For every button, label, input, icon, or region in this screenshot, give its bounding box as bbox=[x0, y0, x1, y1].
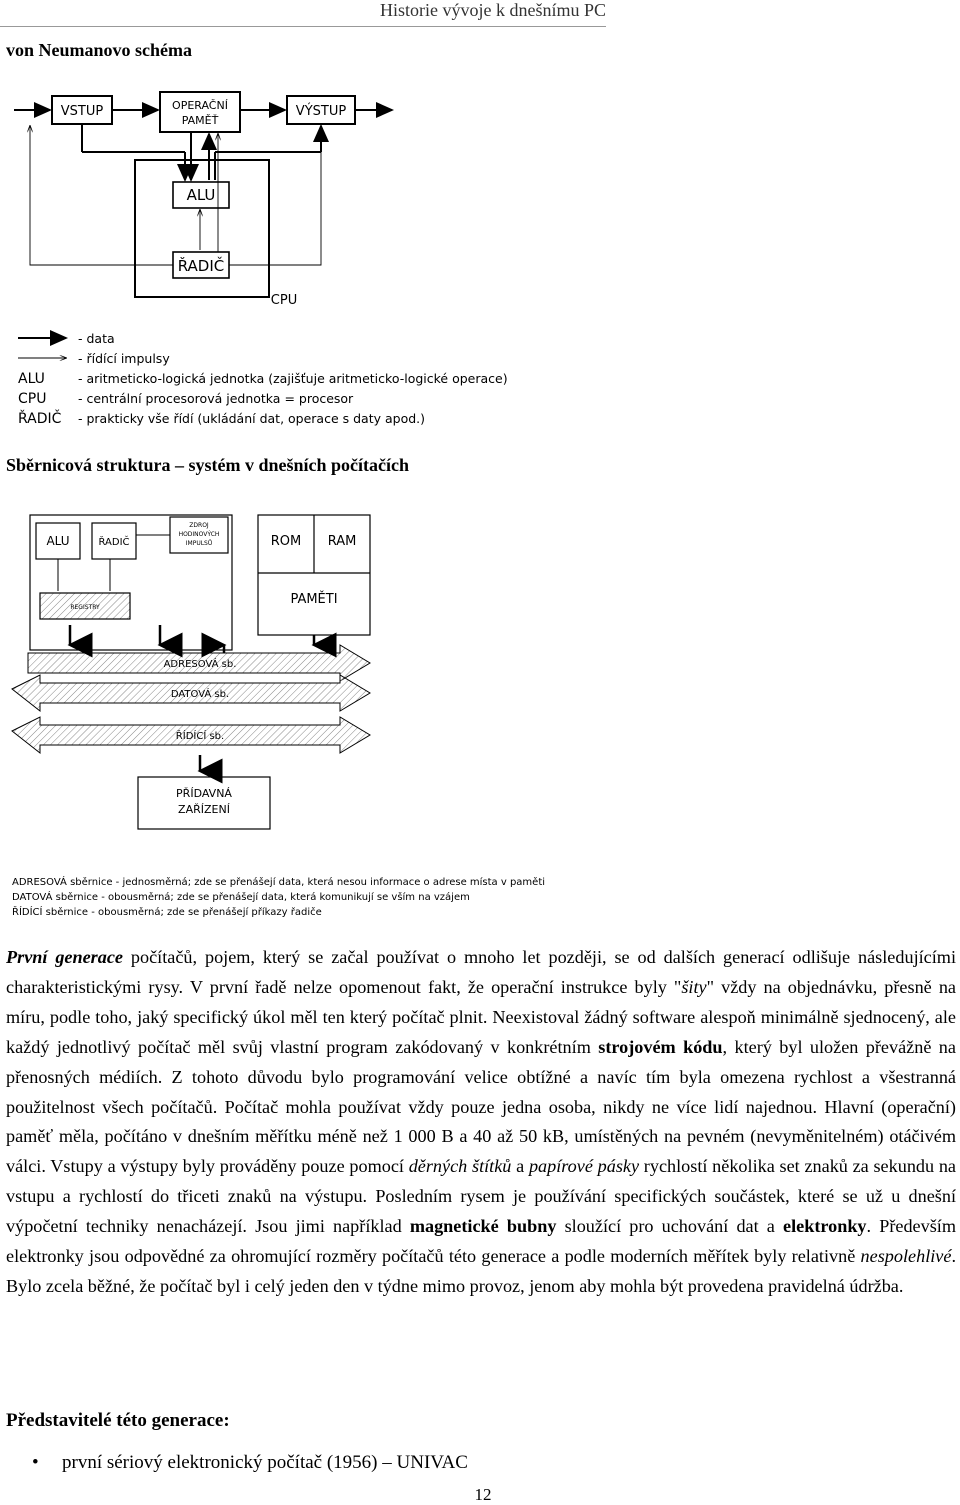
cpu-label: CPU bbox=[270, 293, 298, 308]
term-first-generation: První generace bbox=[6, 947, 124, 967]
input-label: VSTUP bbox=[60, 104, 104, 119]
section-title-von-neumann: von Neumanovo schéma bbox=[6, 40, 193, 60]
clock-label-3: IMPULSŮ bbox=[185, 540, 213, 547]
text-run: sloužící pro uchování dat a bbox=[556, 1216, 783, 1237]
data-bus-label: DATOVÁ sb. bbox=[170, 689, 230, 700]
ram-label: RAM bbox=[327, 534, 357, 549]
term-vacuum-tubes: elektronky bbox=[783, 1216, 867, 1237]
clock-label-2: HODINOVÝCH bbox=[178, 531, 220, 538]
peripheral-label-1: PŘÍDAVNÁ bbox=[176, 787, 232, 800]
page-number: 12 bbox=[474, 1485, 492, 1504]
term-machine-code: strojovém kódu bbox=[598, 1036, 723, 1057]
von-neumann-diagram bbox=[0, 80, 600, 440]
legend-term-alu: ALU bbox=[18, 371, 45, 387]
alu-label: ALU bbox=[186, 186, 216, 204]
bus-legend-control: ŘÍDÍCÍ sběrnice - obousměrná; zde se přenášejí příkazy řadiče bbox=[12, 907, 322, 918]
control-bus-label: ŘÍDÍCÍ sb. bbox=[175, 731, 225, 742]
term-unreliable: nespolehlivé bbox=[860, 1246, 952, 1267]
legend-text-alu: - aritmeticko-logická jednotka (zajišťuje aritmeticko-logické operace) bbox=[78, 371, 508, 386]
legend-term-control: ŘADIČ bbox=[18, 411, 62, 427]
term-sity: šity bbox=[681, 976, 707, 997]
rom-label: ROM bbox=[270, 534, 302, 549]
section-title-bus-structure: Sběrnicová struktura – systém v dnešních počítačích bbox=[6, 455, 410, 475]
bus-legend-address: ADRESOVÁ sběrnice - jednosměrná; zde se přenášejí data, která nesou informace o adrese místa v paměti bbox=[12, 877, 546, 888]
output-label: VÝSTUP bbox=[295, 104, 347, 119]
legend-text-cpu: - centrální procesorová jednotka = procesor bbox=[78, 391, 354, 406]
bullet-icon: • bbox=[32, 1452, 39, 1473]
body-paragraph bbox=[6, 943, 956, 1302]
control-label-2: ŘADIČ bbox=[98, 537, 130, 548]
legend-text-control: - řídící impulsy bbox=[78, 351, 170, 366]
clock-label-1: ZDROJ bbox=[189, 522, 209, 529]
alu-label-2: ALU bbox=[46, 534, 70, 548]
text-run: . Bylo zcela běžné, že počítač byl i celý jeden den v týdne mimo provoz, jenom aby mohla být provedena pravidelná údržba. bbox=[6, 1246, 956, 1296]
term-punched-cards: děrných štítků bbox=[408, 1156, 512, 1177]
legend-text-control-unit: - prakticky vše řídí (ukládání dat, operace s daty apod.) bbox=[78, 411, 425, 426]
registry-label: REGISTRY bbox=[70, 604, 100, 611]
legend-term-cpu: CPU bbox=[18, 391, 47, 407]
peripheral-label-2: ZAŘÍZENÍ bbox=[178, 803, 230, 816]
list-item-text: první sériový elektronický počítač (1956) – UNIVAC bbox=[62, 1452, 468, 1473]
memory-label-1: OPERAČNÍ bbox=[172, 99, 228, 112]
memory-label-2: PAMĚTI bbox=[290, 592, 338, 607]
term-magnetic-drums: magnetické bubny bbox=[409, 1216, 557, 1237]
text-run: , který byl uložen převážně na přenosných médiích. Z tohoto důvodu bylo programování velice obtížné a navíc tím byla omezena rychlost a všestranná použitelnost všech počítačů. Počítač mohla používat vždy pouze jedna osoba, nikdy ne více lidí najednou. Hlavní (operační) paměť měla, počítáno v dnešním měřítku méně než 1 000 B a 40 až 50 kB, umístěných na pevném (nevyměnitelném) otáčivém válci. Vstupy a výstupy byly prováděny pouze pomocí bbox=[6, 1036, 956, 1177]
running-header: Historie vývoje k dnešnímu PC bbox=[380, 0, 606, 20]
bus-legend-data: DATOVÁ sběrnice - obousměrná; zde se přenášejí data, která komunikují se vším na vzájem bbox=[12, 892, 470, 903]
legend-text-data: - data bbox=[78, 331, 115, 346]
text-run: počítačů, pojem, který se začal používat o mnoho let později, se od dalších generací odlišuje následujícími charakteristickými rysy. V první řadě nelze opomenout fakt, že operační instrukce byly " bbox=[6, 947, 956, 997]
representatives-title: Představitelé této generace: bbox=[6, 1410, 230, 1431]
control-label: ŘADIČ bbox=[177, 257, 225, 275]
cpu-box bbox=[135, 160, 269, 297]
term-paper-tape: papírové pásky bbox=[528, 1156, 640, 1177]
header-rule bbox=[0, 26, 606, 27]
text-run: rychlostí několika set znaků za sekundu na vstupu a rychlostí do třiceti znaků na výstupu. Posledním rysem je používání specifických součástek, které se už u dnešní výpočetní techniky nenacházejí. Jsou jimi například bbox=[6, 1156, 956, 1237]
bus-structure-diagram bbox=[0, 505, 600, 925]
text-run: " vždy na objednávku, přesně na míru, podle toho, jaký specifický úkol měl ten který počítač plnit. Neexistoval žádný software alespoň minimálně sjednocený, ale každý jednotlivý počítač měl svůj vlastní program zakódovaný v konkrétním bbox=[6, 976, 956, 1057]
text-run: a bbox=[511, 1156, 529, 1177]
memory-label-2: PAMĚŤ bbox=[181, 114, 219, 127]
address-bus-label: ADRESOVÁ sb. bbox=[163, 659, 237, 670]
text-run: . Především elektronky jsou odpovědné za ohromující rozměry počítačů této generace a podle moderních měřítek byly relativně bbox=[6, 1216, 956, 1267]
